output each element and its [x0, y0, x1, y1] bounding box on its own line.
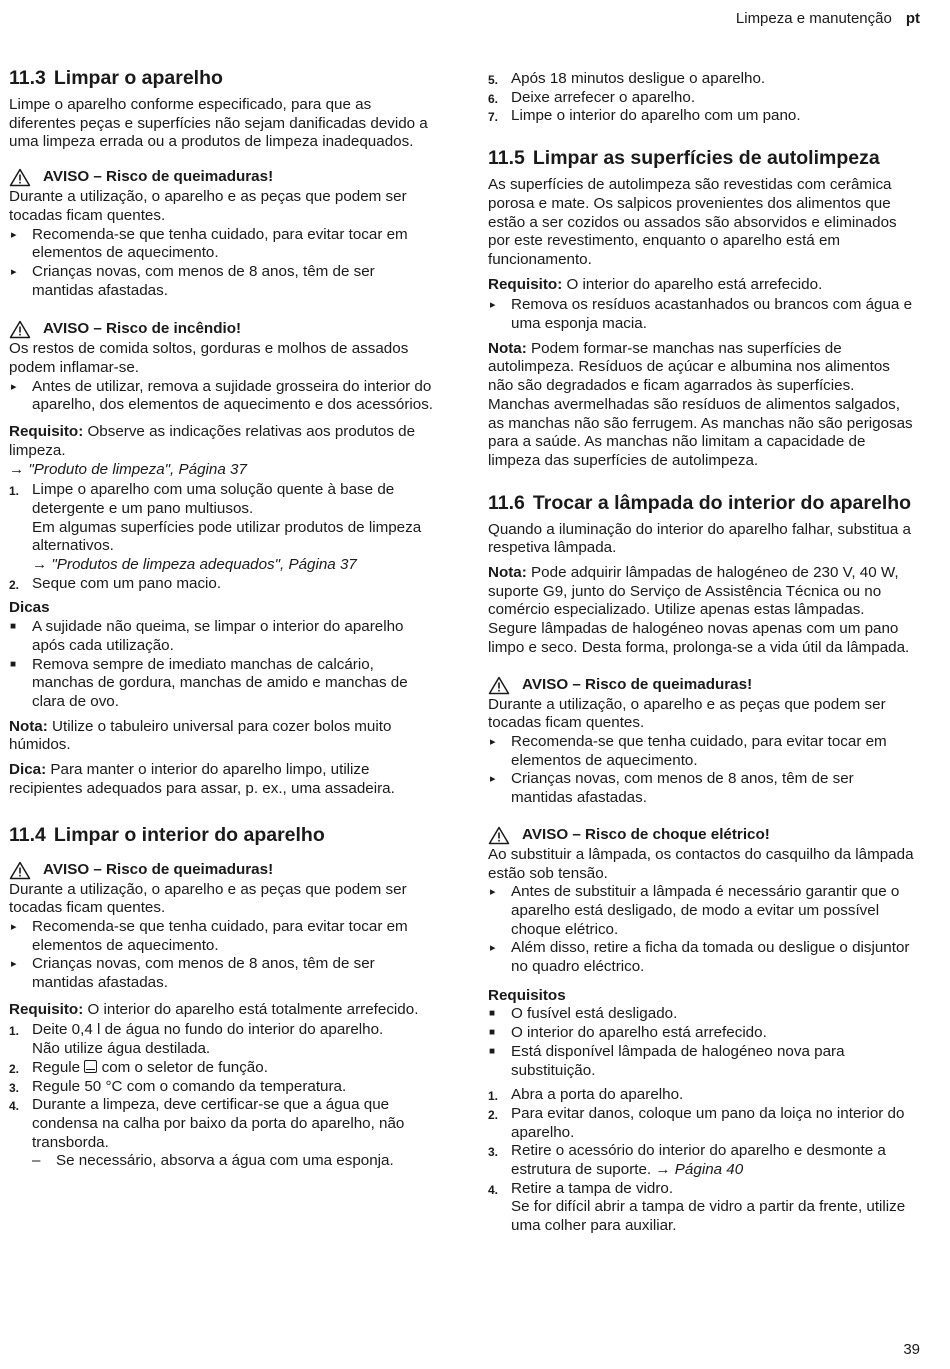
section-11-5-heading: 11.5 Limpar as superfícies de autolimpeza [488, 147, 880, 170]
warning-list [488, 733, 916, 808]
requirement: Requisito: O interior do aparelho está totalmente arrefecido. [9, 1000, 419, 1018]
warning-text: Durante a utilização, o aparelho e as peças que podem ser tocadas ficam quentes. [488, 695, 886, 732]
warning-list [9, 226, 437, 301]
section-11-3-heading: 11.3 Limpar o aparelho [9, 67, 223, 89]
warning-triangle-icon [488, 826, 510, 845]
warning-triangle-icon [488, 676, 510, 695]
warning-text: Ao substituir a lâmpada, os contactos do casquilho da lâmpada estão sob tensão. [488, 845, 914, 882]
requirements-list [488, 1005, 916, 1080]
sub-step: – Se necessário, absorva a água com uma esponja. [32, 1152, 437, 1171]
warning-list [9, 918, 437, 993]
step-item: 1. Limpe o aparelho com uma solução quente à base de detergente e um pano multiusos. Em algumas superfícies pode utilizar produtos de limpeza alternativos. → "Produtos de limpeza adequados", Página 37 [9, 481, 422, 574]
steps-list-continued [488, 70, 916, 126]
list-item: ▸ Antes de substituir a lâmpada é necessário garantir que o aparelho está desligado, de modo a evitar um possível choque elétrico. [488, 883, 916, 939]
step-item: 2. Seque com um pano macio. [9, 574, 222, 592]
warning-title: AVISO – Risco de queimaduras! [43, 168, 274, 186]
page-number: 39 [903, 1341, 920, 1358]
warning-title: AVISO – Risco de incêndio! [43, 320, 242, 338]
list-item: ▸ Recomenda-se que tenha cuidado, para evitar tocar em elementos de aquecimento. [488, 733, 916, 770]
step-item: 2. Para evitar danos, coloque um pano da loiça no interior do aparelho. [488, 1104, 905, 1141]
list-item: ▸ Recomenda-se que tenha cuidado, para evitar tocar em elementos de aquecimento. [9, 226, 437, 263]
tips-heading: Dicas [9, 599, 50, 617]
step-item: 5. Após 18 minutos desligue o aparelho. [488, 70, 766, 87]
list-item: ▸ Além disso, retire a ficha da tomada ou desligue o disjuntor no quadro eléctrico. [488, 939, 916, 976]
warning-title: AVISO – Risco de choque elétrico! [522, 825, 770, 843]
section-11-5-intro: As superfícies de autolimpeza são revestidas com cerâmica porosa e mate. Os salpicos provenientes dos alimentos que estão a ser cozidos ou assados são absorvidos e eliminados por este revestimento, enquanto o aparelho está em funcionamento. [488, 176, 897, 268]
left-column [9, 66, 437, 1177]
step-item: 3. Regule 50 °C com o comando da temperatura. [9, 1077, 347, 1095]
warning-triangle-icon [9, 861, 31, 880]
burn-warning [488, 676, 916, 808]
burn-warning [9, 861, 437, 993]
list-item: ■ Está disponível lâmpada de halogéneo nova para substituição. [488, 1043, 916, 1080]
warning-triangle-icon [9, 168, 31, 187]
action-list [488, 296, 916, 333]
list-item: ■ O fusível está desligado. [488, 1005, 916, 1024]
right-column [488, 70, 916, 1242]
warning-title: AVISO – Risco de queimaduras! [522, 675, 753, 693]
warning-text: Durante a utilização, o aparelho e as peças que podem ser tocadas ficam quentes. [9, 880, 407, 917]
tips-list [9, 618, 437, 712]
list-item: ▸ Remova os resíduos acastanhados ou brancos com água e uma esponja macia. [488, 296, 916, 333]
cross-reference-link[interactable]: → Página 40 [655, 1161, 744, 1179]
page-header [736, 10, 920, 27]
list-item: ▸ Antes de utilizar, remova a sujidade grosseira do interior do aparelho, dos elementos de aquecimento e dos acessórios. [9, 378, 437, 415]
cross-reference-link[interactable]: → "Produto de limpeza", Página 37 [9, 460, 247, 478]
step-item: 6. Deixe arrefecer o aparelho. [488, 88, 696, 106]
burn-warning [9, 168, 437, 300]
list-item: ■ A sujidade não queima, se limpar o interior do aparelho após cada utilização. [9, 618, 437, 655]
electric-shock-warning [488, 826, 916, 977]
section-11-6-heading: 11.6 Trocar a lâmpada do interior do aparelho [488, 491, 912, 514]
list-item: ■ O interior do aparelho está arrefecido. [488, 1024, 916, 1043]
step-item: 7. Limpe o interior do aparelho com um pano. [488, 107, 801, 125]
warning-text: Os restos de comida soltos, gorduras e molhos de assados podem inflamar-se. [9, 340, 409, 377]
requirements-heading: Requisitos [488, 986, 566, 1004]
header-language: pt [905, 10, 920, 27]
warning-list [9, 378, 437, 415]
steps-list [9, 1021, 437, 1171]
step-item: 3. Retire o acessório do interior do aparelho e desmonte a estrutura de suporte. → Página 40 [488, 1142, 886, 1179]
section-11-3-intro: Limpe o aparelho conforme especificado, para que as diferentes peças e superfícies não sejam danificadas devido a uma limpeza errada ou a produtos de limpeza inadequados. [9, 96, 428, 151]
header-section-title: Limpeza e manutenção [735, 10, 892, 27]
step-item: 1. Deite 0,4 l de água no fundo do interior do aparelho. Não utilize água destilada. [9, 1021, 384, 1058]
list-item: ■ Remova sempre de imediato manchas de calcário, manchas de gordura, manchas de amido e manchas de clara de ovo. [9, 656, 437, 712]
list-item: ▸ Crianças novas, com menos de 8 anos, têm de ser mantidas afastadas. [9, 955, 437, 992]
note: Nota: Pode adquirir lâmpadas de halogéneo de 230 V, 40 W, suporte G9, junto do Serviço de Assistência Técnica ou no comércio especializado. Utilize apenas estas lâmpadas. Segure lâmpadas de halogéneo novas apenas com um pano limpo e seco. Desta forma, prolonga-se a vida útil da lâmpada. [488, 564, 910, 656]
warning-list [488, 883, 916, 977]
section-11-4-heading: 11.4 Limpar o interior do aparelho [9, 823, 325, 846]
section-11-6-intro: Quando a iluminação do interior do aparelho falhar, substitua a respetiva lâmpada. [488, 520, 911, 557]
requirement: Requisito: Observe as indicações relativas aos produtos de limpeza. [9, 423, 416, 459]
steps-list [488, 1086, 916, 1236]
warning-triangle-icon [9, 320, 31, 339]
oven-function-icon [84, 1060, 97, 1073]
step-item: 1. Abra a porta do aparelho. [488, 1086, 684, 1104]
warning-text: Durante a utilização, o aparelho e as peças que podem ser tocadas ficam quentes. [9, 188, 407, 224]
requirement: Requisito: O interior do aparelho está arrefecido. [488, 275, 823, 293]
warning-title: AVISO – Risco de queimaduras! [43, 860, 274, 878]
tip: Dica: Para manter o interior do aparelho limpo, utilize recipientes adequados para assar, p. ex., uma assadeira. [9, 761, 395, 797]
note: Nota: Podem formar-se manchas nas superfícies de autolimpeza. Resíduos de açúcar e albumina nos alimentos não são degradados e ficam agarrados às superfícies. Manchas avermelhadas são resíduos de alimentos salgados, as manchas não são ferrugem. As manchas não são perigosas para a saúde. As manchas não limitam a capacidade de limpeza das superfícies de autolimpeza. [488, 339, 913, 469]
steps-list [9, 481, 437, 593]
fire-warning [9, 320, 437, 415]
step-item: 4. Retire a tampa de vidro. Se for difícil abrir a tampa de vidro a partir da frente, utilize uma colher para auxiliar. [488, 1179, 906, 1235]
cross-reference-link[interactable]: → "Produtos de limpeza adequados", Página 37 [32, 556, 357, 574]
step-item: 2. Regule com o seletor de função. [9, 1058, 268, 1076]
list-item: ▸ Crianças novas, com menos de 8 anos, têm de ser mantidas afastadas. [9, 263, 437, 300]
list-item: ▸ Recomenda-se que tenha cuidado, para evitar tocar em elementos de aquecimento. [9, 918, 437, 955]
step-item: 4. Durante a limpeza, deve certificar-se que a água que condensa na calha por baixo da porta do aparelho, não transborda. – Se necessário, absorva a água com uma esponja. [9, 1096, 437, 1171]
note: Nota: Utilize o tabuleiro universal para cozer bolos muito húmidos. [9, 717, 392, 754]
list-item: ▸ Crianças novas, com menos de 8 anos, têm de ser mantidas afastadas. [488, 770, 916, 807]
